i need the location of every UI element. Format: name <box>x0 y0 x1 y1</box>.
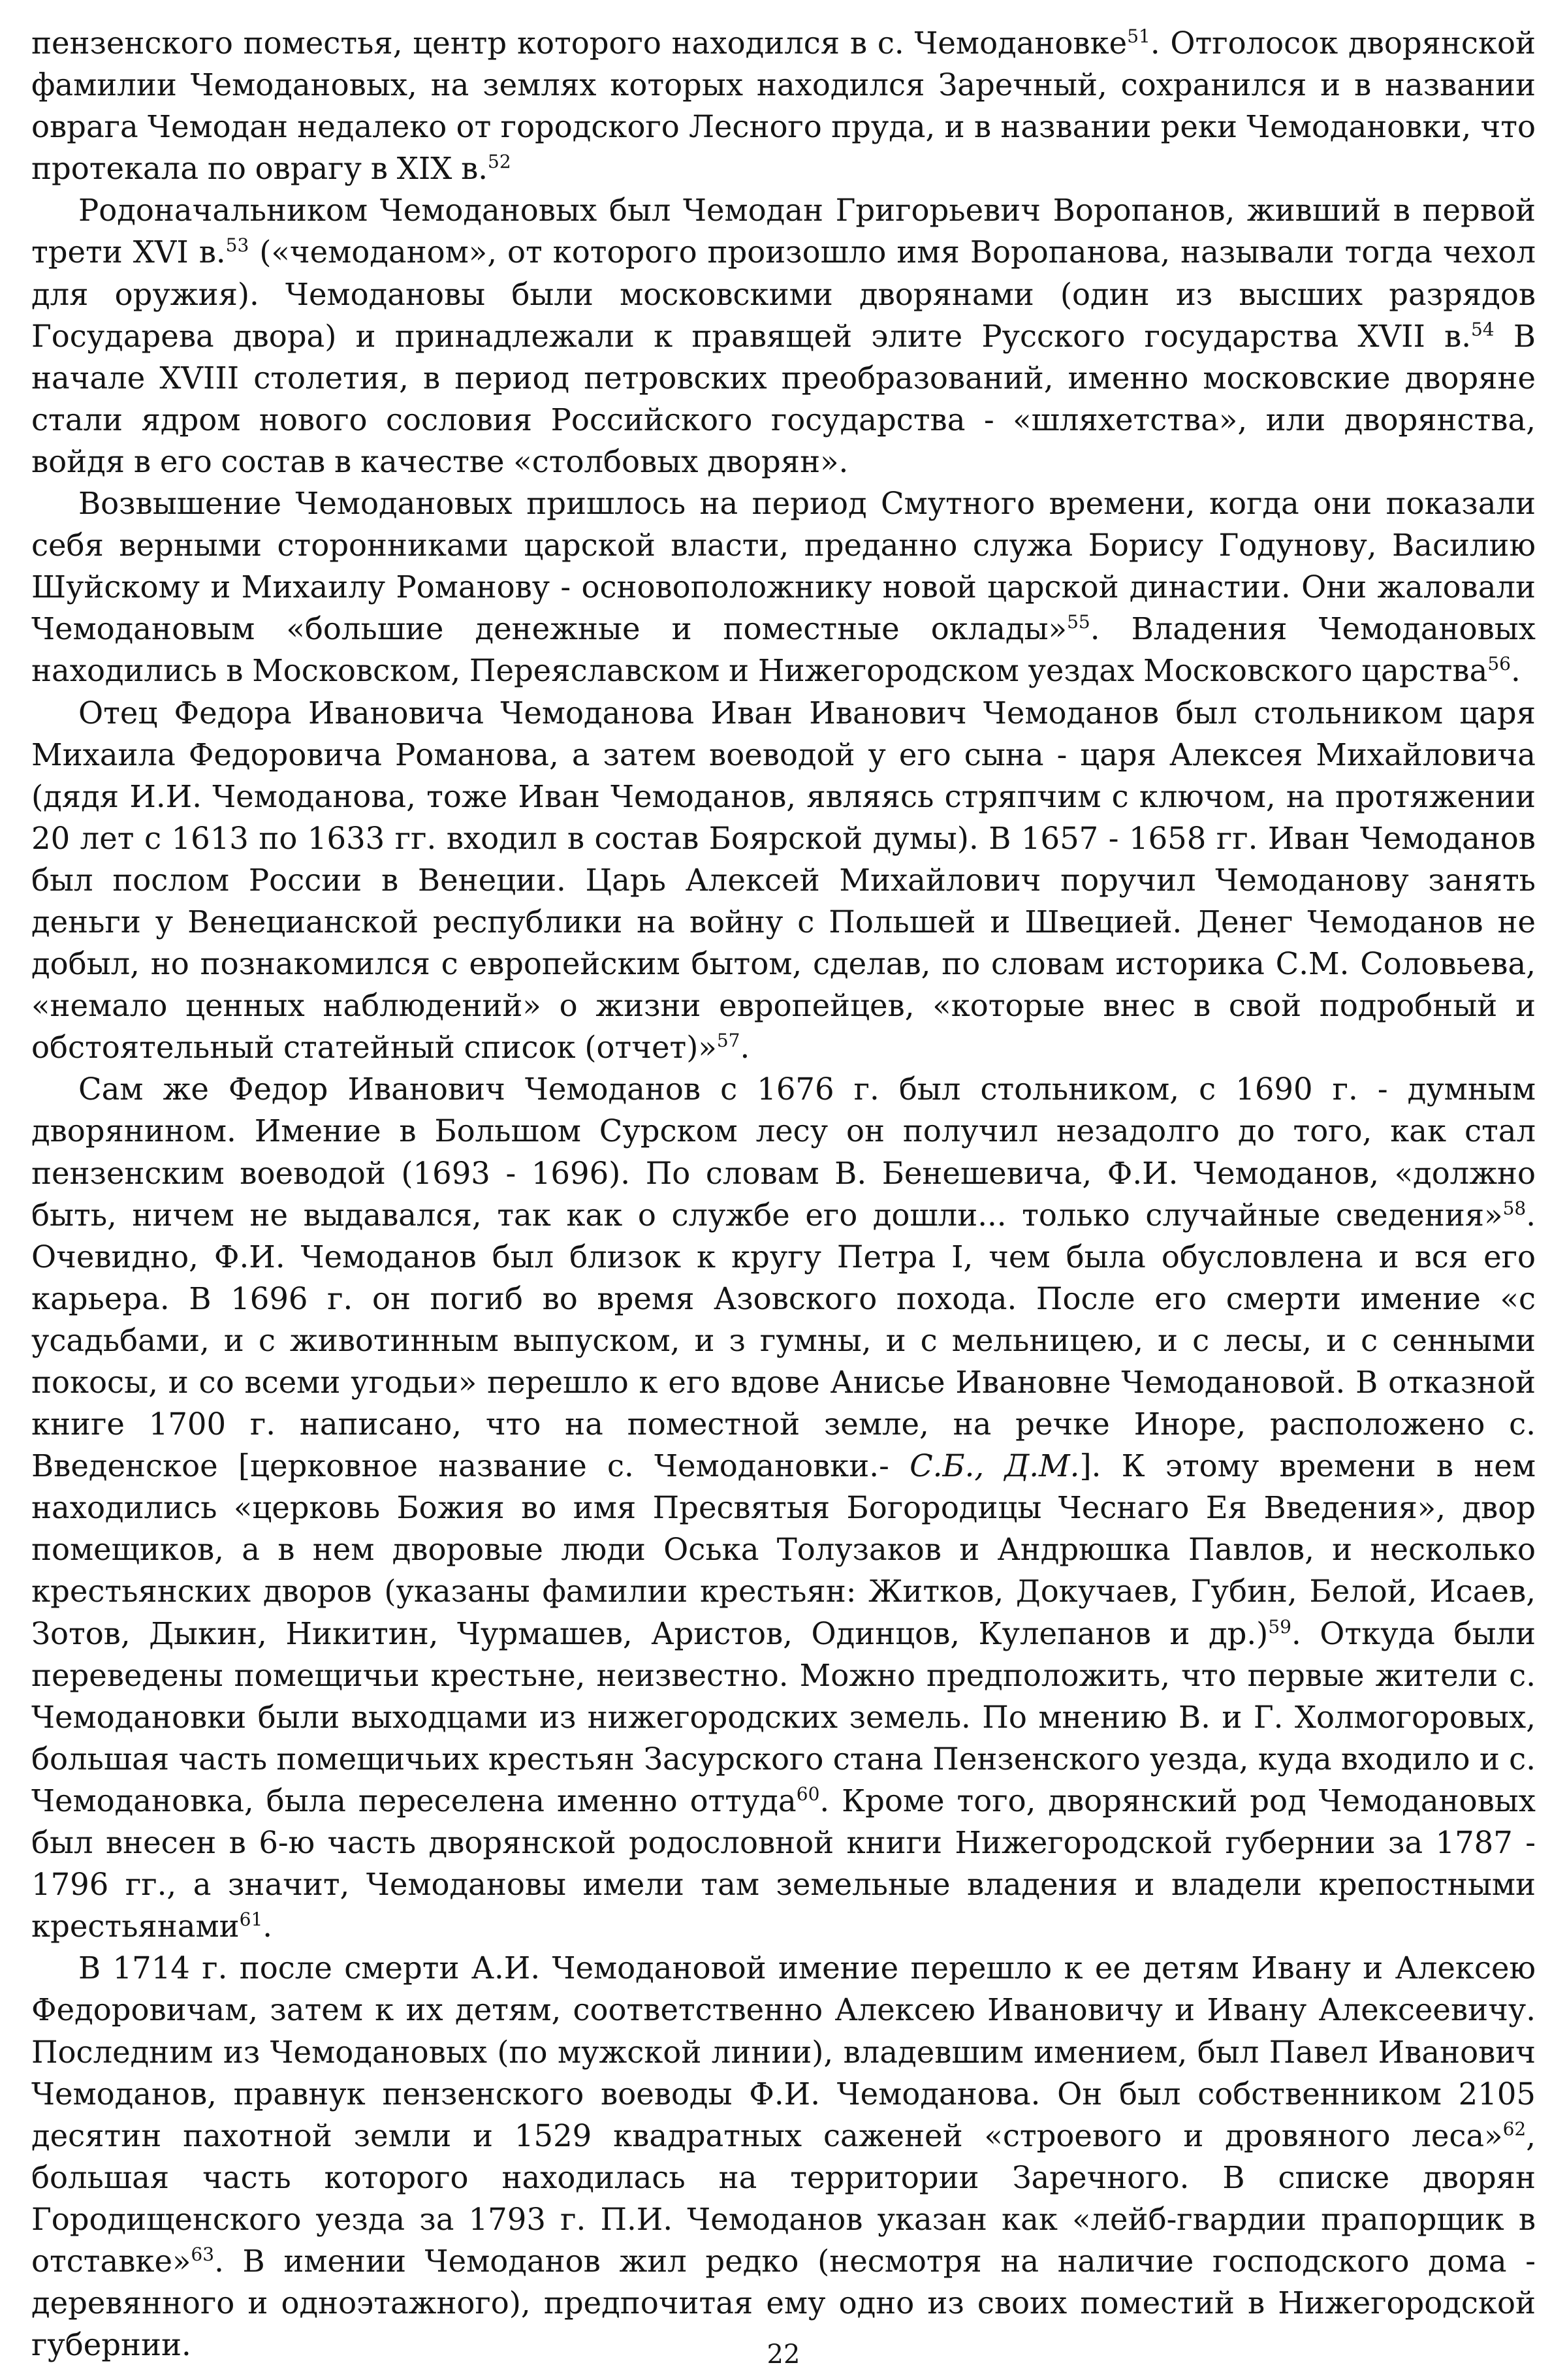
text-run: . В имении Чемоданов жил редко (несмотря на наличие господского дома - деревянного и одноэтажного), предпочитая ему одно из своих поместий в Нижегородской губернии. <box>31 2243 1536 2363</box>
footnote-ref: 54 <box>1470 318 1495 340</box>
footnote-ref: 56 <box>1487 653 1511 675</box>
text-run: . Отголосок дворянской фамилии Чемодановых, на землях которых находился Заречный, сохранился и в названии оврага Чемодан недалеко от городского Лесного пруда, и в названии реки Чемодановки, что протекала по оврагу в XIX в. <box>31 25 1536 187</box>
text-run: Отец Федора Ивановича Чемоданова Иван Иванович Чемоданов был стольником царя Михаила Федоровича Романова, а затем воеводой у его сына - царя Алексея Михайловича (дядя И.И. Чемоданова, тоже Иван Чемоданов, являясь стряпчим с ключом, на протяжении 20 лет с 1613 по 1633 гг. входил в состав Боярской думы). В 1657 - 1658 гг. Иван Чемоданов был послом России в Венеции. Царь Алексей Михайлович поручил Чемоданову занять деньги у Венецианской республики на войну с Польшей и Швецией. Денег Чемоданов не добыл, но познакомился с европейским бытом, сделав, по словам историка С.М. Соловьева, «немало ценных наблюдений» о жизни европейцев, «которые внес в свой подробный и обстоятельный статейный список (отчет)» <box>31 695 1536 1066</box>
footnote-ref: 55 <box>1067 611 1090 633</box>
paragraph <box>31 692 1536 1069</box>
text-run: . <box>262 1909 273 1944</box>
footnote-ref: 51 <box>1127 25 1150 47</box>
paragraph <box>31 483 1536 691</box>
page-number: 22 <box>767 2340 800 2370</box>
text-run: Возвышение Чемодановых пришлось на период Смутного времени, когда они показали себя верными сторонниками царской власти, преданно служа Борису Годунову, Василию Шуйскому и Михаилу Романову - основоположнику новой царской династии. Они жаловали Чемодановым «большие денежные и поместные оклады» <box>31 486 1536 647</box>
text-run: пензенского поместья, центр которого находился в с. Чемодановке <box>31 25 1128 61</box>
paragraph <box>31 1068 1536 1947</box>
text-run: . Очевидно, Ф.И. Чемоданов был близок к кругу Петра I, чем была обусловлена и вся его карьера. В 1696 г. он погиб во время Азовского похода. После его смерти имение «с усадьбами, и с животинным выпуском, и з гумны, и с мельницею, и с лесы, и с сенными покосы, и со всеми угодьи» перешло к его вдове Анисье Ивановне Чемодановой. В отказной книге 1700 г. написано, что на поместной земле, на речке Иноре, расположено с. Введенское [церковное название с. Чемодановки.- <box>31 1197 1536 1484</box>
footnote-ref: 58 <box>1502 1197 1527 1219</box>
text-run: Сам же Федор Иванович Чемоданов с 1676 г. был стольником, с 1690 г. - думным дворянином. Имение в Большом Сурском лесу он получил незадолго до того, как стал пензенским воеводой (1693 - 1696). По словам В. Бенешевича, Ф.И. Чемоданов, «должно быть, ничем не выдавался, так как о службе его дошли... только случайные сведения» <box>31 1071 1536 1233</box>
footnote-ref: 57 <box>716 1030 740 1052</box>
paragraph <box>31 1947 1536 2366</box>
body-text <box>31 22 1536 2366</box>
footnote-ref: 60 <box>796 1783 820 1805</box>
italic-text: С.Б., Д.М. <box>910 1448 1080 1484</box>
text-run: , большая часть которого находилась на территории Заречного. В списке дворян Городищенского уезда за 1793 г. П.И. Чемоданов указан как «лейб-гвардии прапорщик в отставке» <box>31 2118 1536 2279</box>
text-run: . Владения Чемодановых находились в Московском, Переяславском и Нижегородском уездах Московского царства <box>31 611 1536 689</box>
text-run: . <box>740 1030 750 1066</box>
text-run: В 1714 г. после смерти А.И. Чемодановой имение перешло к ее детям Ивану и Алексею Федоровичам, затем к их детям, соответственно Алексею Ивановичу и Ивану Алексеевичу. Последним из Чемодановых (по мужской линии), владевшим имением, был Павел Иванович Чемоданов, правнук пензенского воеводы Ф.И. Чемоданова. Он был собственником 2105 десятин пахотной земли и 1529 квадратных саженей «строевого и дровяного леса» <box>31 1950 1536 2153</box>
text-run: . <box>1510 653 1521 689</box>
footnote-ref: 61 <box>239 1909 263 1931</box>
footnote-ref: 59 <box>1268 1615 1291 1638</box>
footnote-ref: 62 <box>1502 2118 1527 2140</box>
text-run: . Кроме того, дворянский род Чемодановых был внесен в 6-ю часть дворянской родословной книги Нижегородской губернии за 1787 - 1796 гг., а значит, Чемодановы имели там земельные владения и владели крепостными крестьянами <box>31 1783 1536 1944</box>
text-run: ]. К этому времени в нем находились «церковь Божия во имя Пресвятыя Богородицы Чеснаго Ея Введения», двор помещиков, а в нем дворовые люди Оська Толузаков и Андрюшка Павлов, и несколько крестьянских дворов (указаны фамилии крестьян: Житков, Докучаев, Губин, Белой, Исаев, Зотов, Дыкин, Никитин, Чурмашев, Аристов, Одинцов, Кулепанов и др.) <box>31 1448 1536 1651</box>
text-run: В начале XVIII столетия, в период петровских преобразований, именно московские дворяне стали ядром нового сословия Российского государства - «шляхетства», или дворянства, войдя в его состав в качестве «столбовых дворян». <box>31 318 1536 479</box>
footnote-ref: 63 <box>191 2243 215 2265</box>
footnote-ref: 53 <box>225 234 249 257</box>
paragraph <box>31 189 1536 483</box>
footnote-ref: 52 <box>488 151 511 173</box>
text-run: . Откуда были переведены помещичьи крестьне, неизвестно. Можно предположить, что первые жители с. Чемодановки были выходцами из нижегородских земель. По мнению В. и Г. Холмогоровых, большая часть помещичьих крестьян Засурского стана Пензенского уезда, куда входило и с. Чемодановка, была переселена именно оттуда <box>31 1615 1536 1818</box>
paragraph <box>31 22 1536 189</box>
text-run: («чемоданом», от которого произошло имя Воропанова, называли тогда чехол для оружия). Чемодановы были московскими дворянами (один из высших разрядов Государева двора) и принадлежали к правящей элите Русского государства XVII в. <box>31 234 1536 354</box>
text-run: Родоначальником Чемодановых был Чемодан Григорьевич Воропанов, живший в первой трети XVI в. <box>31 193 1536 270</box>
